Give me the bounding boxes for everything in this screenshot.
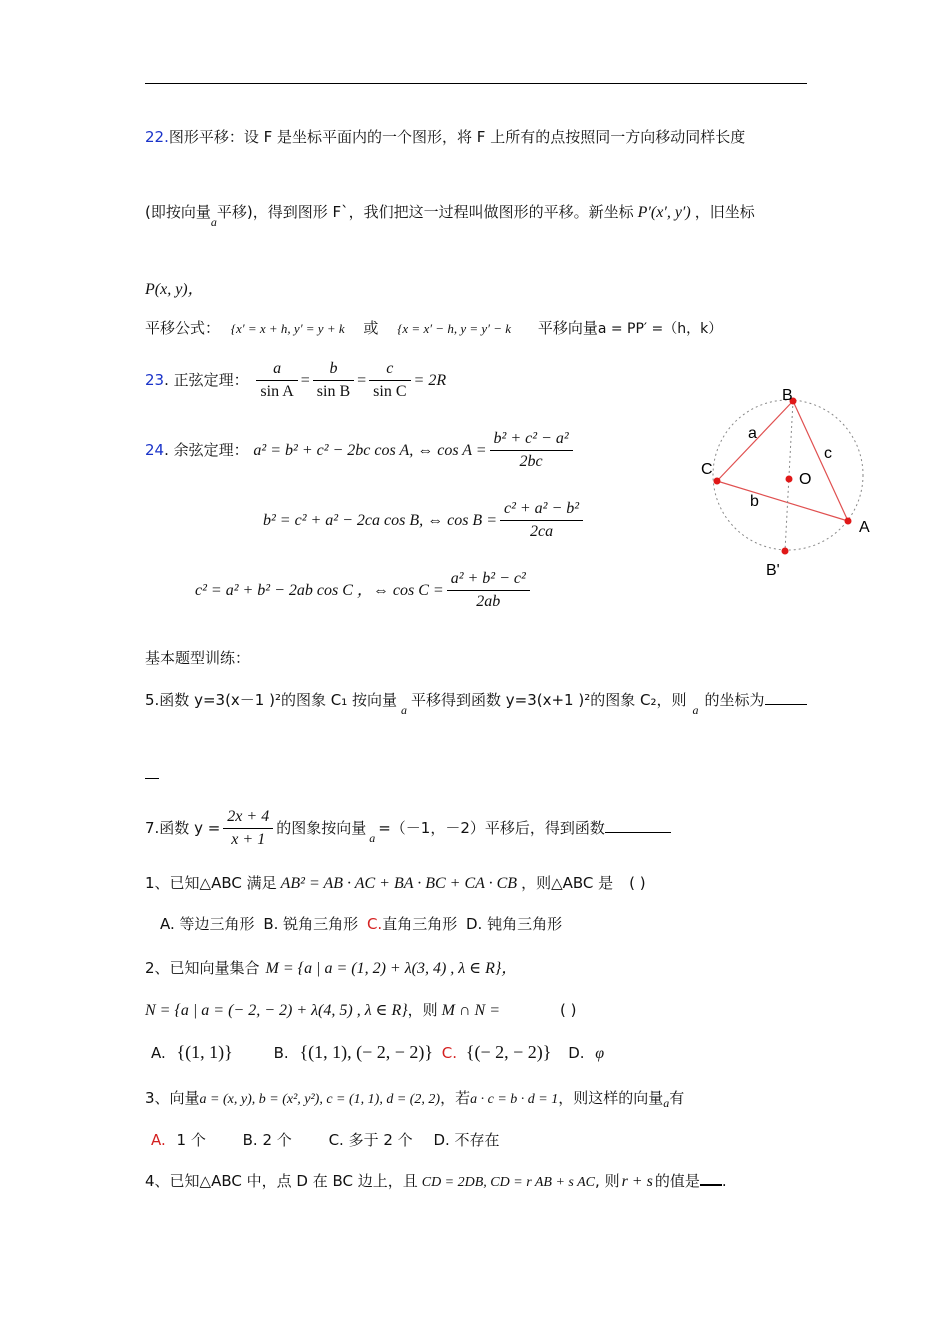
q1-options [160, 913, 562, 934]
q4-text-d: 的值是 [654, 1172, 700, 1190]
q4-text: 4、已知△ABC 中，点 D 在 BC 边上，且 [145, 1172, 418, 1190]
s22-text2a: (即按向量 [145, 203, 211, 221]
q2-text-b: ，则 [407, 1001, 438, 1019]
q5-blank-tail[interactable] [145, 778, 159, 779]
s24-eq3: c² = a² + b² − 2ab cos C ，⇔ cos C = [195, 582, 444, 599]
q7-line [145, 808, 671, 849]
label-c: c [824, 445, 832, 462]
s22-line1 [145, 126, 745, 147]
q3-math: a = (x, y), b = (x², y²), c = (1, 1), d = (2, 2) [199, 1092, 441, 1107]
q2-options [151, 1042, 604, 1063]
s22-line4 [145, 317, 722, 338]
q1-text-b: ，则△ABC 是 [521, 874, 614, 892]
q3-line [145, 1087, 684, 1108]
s23-label: . 正弦定理： [164, 371, 249, 389]
q4-text-b: , 则 [595, 1172, 620, 1190]
s22-text2b: 平移)，得到图形 F`，我们把这一过程叫做图形的平移。新坐标 [216, 203, 634, 221]
q1-math: AB² = AB · AC + BA · BC + CA · CB [280, 875, 518, 892]
q2-set-M: M = {a | a = (1, 2) + λ(3, 4) , λ ∈ R}， [265, 960, 518, 977]
q7-text-a: 7.函数 y = [145, 819, 221, 837]
q4-line [145, 1170, 727, 1191]
s22-formula-label: 平移公式： [145, 319, 221, 337]
q5-vec-a2: a [692, 703, 699, 717]
q1-text: 1、已知△ABC 满足 [145, 874, 277, 892]
label-O: O [799, 471, 812, 488]
s23-frac2: $\frac{b}{\text{sin B}}$ [313, 360, 354, 401]
q2-line2 [145, 999, 577, 1020]
q3-option-B[interactable]: B. 2 个 [242, 1131, 292, 1149]
q2-option-A[interactable]: A. [151, 1044, 166, 1062]
s24-frac3: $\frac{\text{a² + b² − c²}}{2ab}$ [447, 570, 530, 611]
q2-intersection: M ∩ N = [441, 1002, 501, 1019]
s22-formula1: {x′ = x + h, y′ = y + k [230, 321, 345, 336]
q7-text-b: 的图象按向量 [276, 819, 367, 837]
label-Bprime: B' [766, 562, 780, 579]
q1-option-B[interactable]: B. 锐角三角形 [263, 915, 359, 933]
q2-line1 [145, 955, 517, 978]
q2-option-B-value: {(1, 1), (− 2, − 2)} [299, 1042, 434, 1062]
q7-vec-a: a [369, 831, 376, 845]
circumcircle [713, 400, 863, 550]
s23-frac3: $\frac{c}{\text{sin C}}$ [369, 360, 410, 401]
s24-line2 [263, 500, 586, 541]
q2-option-C-value: {(− 2, − 2)} [465, 1042, 552, 1062]
s23-rhs: = 2R [413, 372, 447, 389]
s24-num: 24 [145, 441, 165, 459]
s22-text2c: ，旧坐标 [694, 203, 755, 221]
s23-line: 23. 正弦定理： $\frac{a}{\text{sin A}}$ = $\frac{b}{\text{sin B}}$ = $\frac{c}{\text{sin C}}$ = 2R [145, 360, 447, 400]
training-heading: 基本题型训练： [145, 649, 251, 667]
q4-rs: r + s [621, 1173, 653, 1190]
q5-blank[interactable] [765, 704, 807, 705]
s22-line2 [145, 201, 755, 229]
label-B: B [782, 387, 793, 404]
side-c [793, 401, 848, 521]
s22-formula2: {x = x′ − h, y = y′ − k [397, 321, 512, 336]
q1-line [145, 872, 646, 893]
q3-option-A-text: 1 个 [176, 1131, 206, 1149]
q7-frac: $\frac{2x + 4}{x + 1}$ [223, 808, 273, 849]
point-C [714, 478, 721, 485]
label-b: b [750, 493, 759, 510]
s24-frac2: $\frac{\text{c² + a² − b²}}{2ca}$ [500, 500, 583, 541]
q5-tail [145, 765, 159, 783]
q2-option-D[interactable]: D. [568, 1044, 585, 1062]
q5-text-b: 平移得到函数 y=3(x+1 )²的图象 C₂，则 [411, 691, 687, 709]
q1-option-D[interactable]: D. 钝角三角形 [465, 915, 563, 933]
q5-text-a: 5.函数 y=3(x－1 )²的图象 C₁ 按向量 [145, 691, 397, 709]
s22-num: 22. [145, 128, 169, 146]
label-a: a [748, 425, 757, 442]
q4-blank[interactable] [700, 1184, 722, 1186]
s22-vec-label: 平移向量 [537, 319, 598, 337]
s22-vec-a: a [210, 215, 217, 229]
header-rule [145, 83, 807, 84]
q1-option-C[interactable]: C. [366, 915, 383, 933]
point-O [786, 476, 793, 483]
q3-options [151, 1129, 500, 1150]
s22-new-coord: P′(x′, y′) [637, 204, 691, 221]
q3-option-D[interactable]: D. 不存在 [433, 1131, 500, 1149]
q3-math2: a · c = b · d = 1 [470, 1092, 559, 1107]
q3-text-c: ，则这样的向量 [558, 1089, 664, 1107]
q2-set-N: N = {a | a = (− 2, − 2) + λ(4, 5) , λ ∈ R} [145, 1002, 408, 1019]
point-Bprime [782, 548, 789, 555]
q2-text: 2、已知向量集合 [145, 959, 260, 977]
q3-option-A[interactable]: A. [151, 1131, 166, 1149]
q2-paren[interactable]: ( ) [560, 1001, 577, 1019]
q1-paren[interactable]: ( ) [629, 874, 646, 892]
q1-option-A[interactable]: A. 等边三角形 [160, 915, 255, 933]
s24-frac1: $\frac{\text{b² + c² − a²}}{2bc}$ [490, 430, 573, 471]
q1-option-C-text: 直角三角形 [382, 915, 458, 933]
q2-option-C[interactable]: C. [441, 1044, 458, 1062]
q4-math: CD = 2DB, CD = r AB + s AC [421, 1175, 596, 1190]
triangle-circle-diagram [690, 380, 890, 580]
s22-vec-eq: a = PP′ =（h，k） [597, 321, 723, 337]
label-A: A [859, 519, 870, 536]
q5-vec-a: a [401, 703, 407, 717]
q3-text: 3、向量 [145, 1089, 200, 1107]
q2-option-A-value: {(1, 1)} [176, 1042, 233, 1062]
q3-option-C[interactable]: C. 多于 2 个 [328, 1131, 413, 1149]
s22-or: 或 [363, 319, 379, 337]
q5-text-c: 的坐标为 [704, 691, 765, 709]
s22-text1: 图形平移：设 F 是坐标平面内的一个图形，将 F 上所有的点按照同一方向移动同样长度 [168, 128, 746, 146]
s23-num: 23 [145, 371, 165, 389]
s23-frac1: $\frac{a}{\text{sin A}}$ [256, 360, 297, 401]
q4-end: . [721, 1172, 727, 1190]
q7-blank[interactable] [605, 832, 671, 833]
q7-text-c: =（－1，－2）平移后，得到函数 [378, 819, 605, 837]
s22-line3 [145, 276, 204, 299]
s24-eq2: b² = c² + a² − 2ca cos B, ⇔ cos B = [263, 512, 497, 529]
side-b [717, 481, 848, 521]
label-C: C [701, 461, 713, 478]
q2-option-D-value: φ [595, 1045, 605, 1062]
q3-text-d: 有 [669, 1089, 685, 1107]
q3-text-b: ，若 [440, 1089, 471, 1107]
s24-line1 [145, 430, 576, 471]
s24-label: . 余弦定理： [164, 441, 249, 459]
s24-line3 [195, 570, 533, 611]
q2-option-B[interactable]: B. [273, 1044, 289, 1062]
q5-line [145, 689, 807, 717]
q3-vec-a: a [663, 1096, 670, 1110]
point-A [845, 518, 852, 525]
s24-eq1: a² = b² + c² − 2bc cos A, ⇔ cos A = [253, 442, 487, 459]
s22-old-coord: P(x, y)， [145, 281, 204, 298]
